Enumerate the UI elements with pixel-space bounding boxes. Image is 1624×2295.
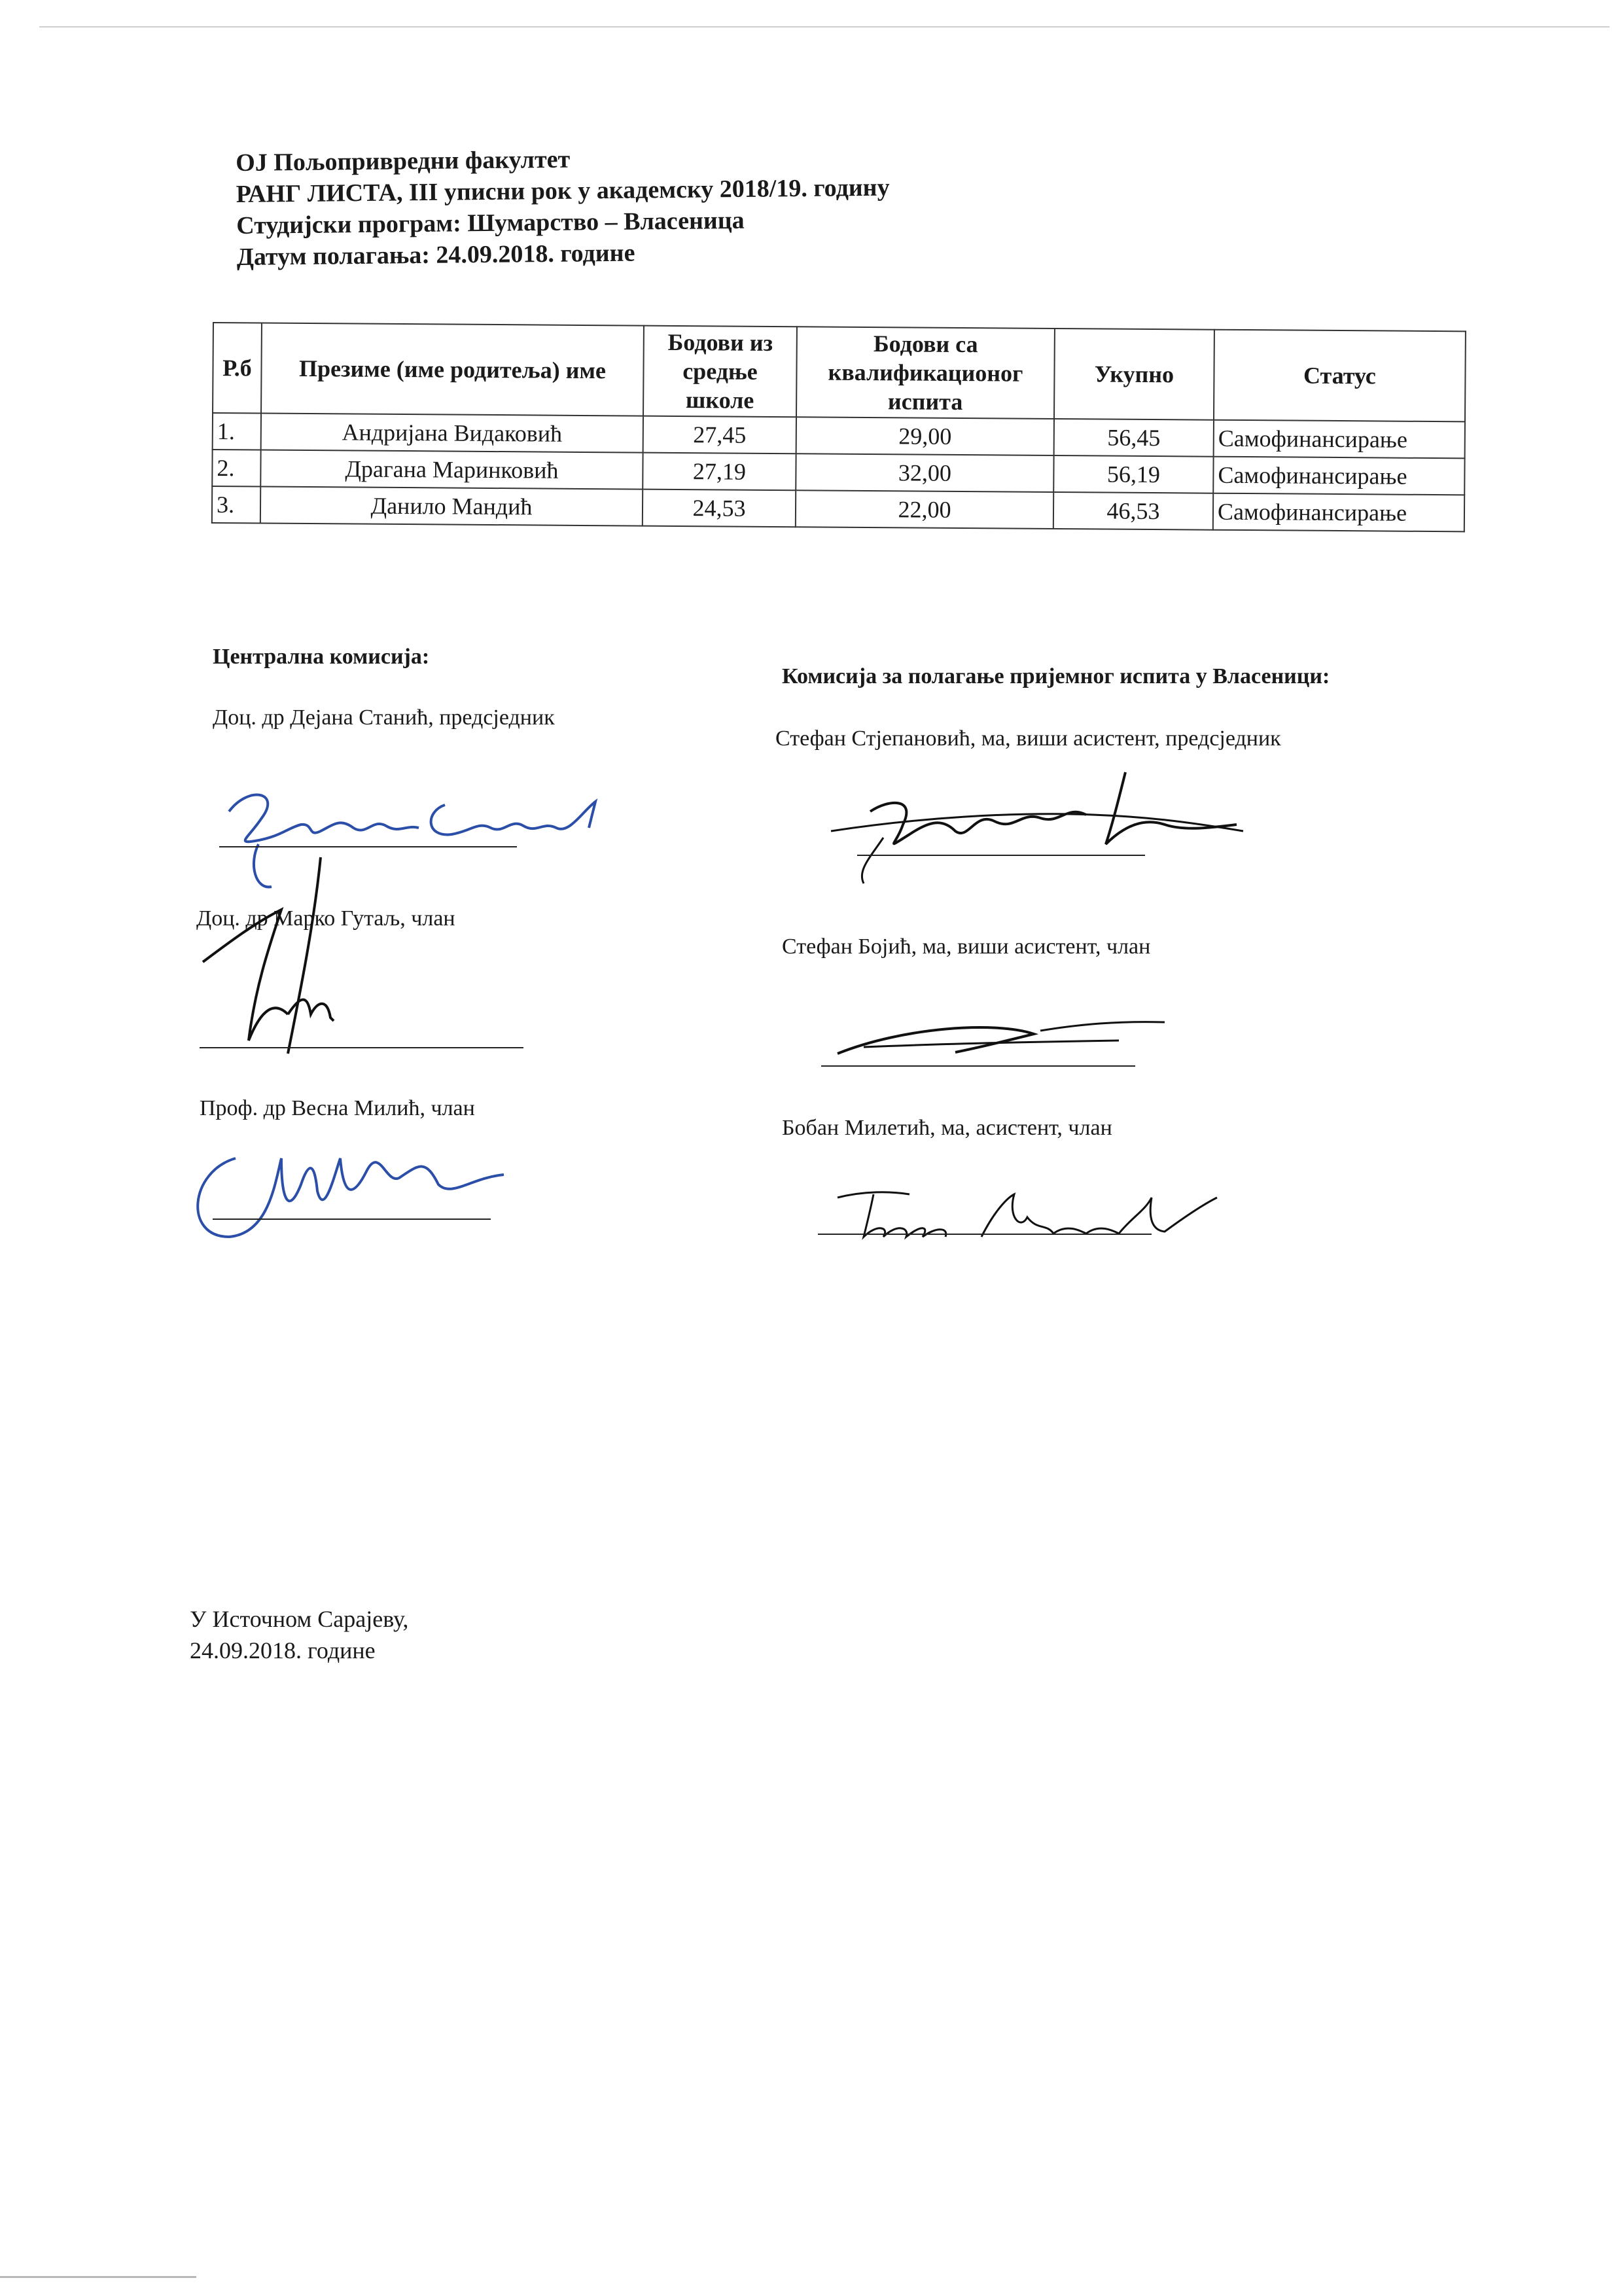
central-member-2: Доц. др Марко Гутаљ, члан: [196, 906, 455, 931]
signature-bojic: [824, 1008, 1191, 1067]
cell-total: 46,53: [1053, 492, 1213, 530]
signature-gutalj: [190, 844, 386, 1067]
study-program-line: Студијски програм: Шумарство – Власеница: [236, 206, 745, 240]
central-member-3: Проф. др Весна Милић, члан: [200, 1096, 475, 1120]
cell-name: Драгана Маринковић: [260, 450, 643, 489]
col-header-rb: Р.б: [213, 323, 262, 414]
table-header-row: [213, 323, 1466, 421]
col-header-exam-points: Бодови са квалификационог испита: [796, 327, 1055, 419]
signature-milic: [177, 1086, 530, 1250]
local-member-2: Стефан Бојић, ма, виши асистент, члан: [782, 934, 1151, 959]
scan-edge-bottom: [0, 2276, 196, 2278]
cell-rb: 2.: [212, 450, 260, 487]
table-row: [212, 486, 1464, 531]
place-and-date: [190, 1603, 408, 1666]
exam-date-line: Датум полагања: 24.09.2018. године: [236, 239, 635, 271]
cell-rb: 3.: [212, 486, 260, 524]
signature-miletic: [811, 1171, 1230, 1250]
cell-school-points: 27,45: [643, 416, 796, 454]
cell-name: Андријана Видаковић: [261, 414, 643, 453]
cell-school-points: 24,53: [643, 489, 796, 527]
document-header: [236, 141, 891, 273]
cell-status: Самофинансирање: [1213, 493, 1464, 532]
cell-status: Самофинансирање: [1213, 457, 1464, 495]
signature-stjepanovic: [818, 759, 1276, 890]
signature-line: [200, 1047, 523, 1048]
cell-exam-points: 32,00: [796, 454, 1053, 492]
local-commission-title: Комисија за полагање пријемног испита у Власеници:: [782, 664, 1330, 688]
central-member-1: Доц. др Дејана Станић, предсједник: [213, 705, 555, 730]
date-line: 24.09.2018. године: [190, 1637, 376, 1663]
place-line: У Источном Сарајеву,: [190, 1606, 409, 1632]
rank-list-title: РАНГ ЛИСТА, III уписни рок у академску 2018/19. годину: [236, 173, 890, 208]
col-header-status: Статус: [1214, 330, 1466, 422]
col-header-total: Укупно: [1054, 329, 1214, 420]
cell-school-points: 27,19: [643, 453, 796, 491]
cell-status: Самофинансирање: [1214, 420, 1465, 459]
local-member-1: Стефан Стјепановић, ма, виши асистент, предсједник: [775, 726, 1281, 751]
rank-table: [211, 322, 1466, 532]
cell-exam-points: 29,00: [796, 417, 1054, 455]
cell-rb: 1.: [213, 413, 261, 450]
col-header-name: Презиме (име родитеља) име: [261, 323, 644, 416]
col-header-school-points: Бодови из средње школе: [643, 326, 797, 418]
cell-name: Данило Мандић: [260, 487, 643, 526]
signature-line: [821, 1065, 1135, 1067]
institution-line: ОЈ Пољопривредни факултет: [236, 145, 571, 177]
signature-line: [818, 1234, 1152, 1235]
cell-exam-points: 22,00: [796, 490, 1053, 529]
signature-line: [857, 855, 1145, 856]
cell-total: 56,45: [1054, 419, 1214, 457]
central-commission-title: Централна комисија:: [213, 645, 430, 669]
cell-total: 56,19: [1053, 455, 1213, 493]
signature-line: [213, 1219, 491, 1220]
scan-edge-top: [39, 26, 1610, 27]
local-member-3: Бобан Милетић, ма, асистент, члан: [782, 1116, 1112, 1140]
